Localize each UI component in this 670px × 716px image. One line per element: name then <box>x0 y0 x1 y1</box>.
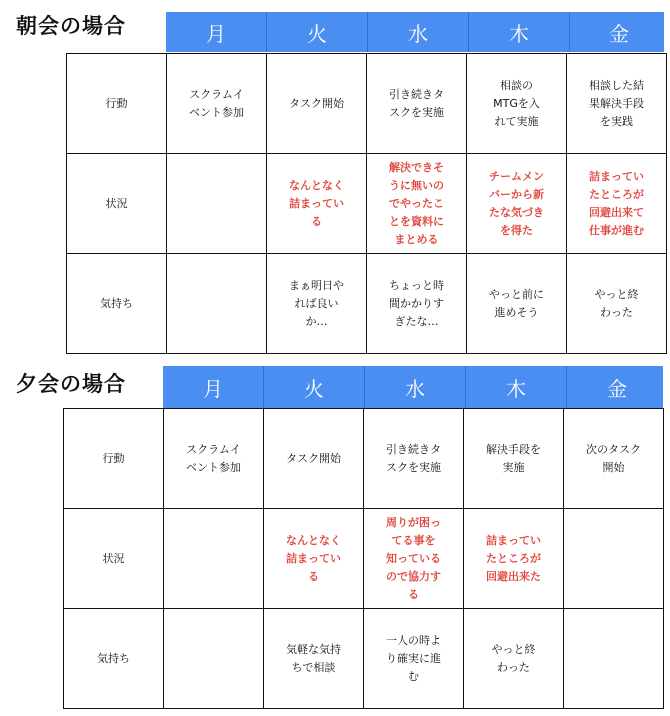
row-label-situation: 状況 <box>64 509 164 609</box>
cell-text: やっと終 わった <box>491 642 536 674</box>
cell-text: やっと前に 進めそう <box>489 287 544 319</box>
row-label-situation: 状況 <box>67 154 167 254</box>
table-cell <box>167 54 267 154</box>
morning-table <box>66 53 667 354</box>
cell-text: 引き続きタ スクを実施 <box>386 442 441 474</box>
cell-text: やっと終 わった <box>594 287 639 319</box>
table-cell <box>267 154 367 254</box>
cell-text: 詰まってい たところが 回避出来た <box>486 533 541 583</box>
table-row-feeling <box>64 609 664 709</box>
table-cell <box>267 254 367 354</box>
cell-text: スクラムイ ベント参加 <box>189 87 244 119</box>
table-row-action <box>67 54 667 154</box>
cell-text: 気軽な気持 ちで相談 <box>286 642 341 674</box>
cell-text: 解決できそ うに無いの でやったこ とを資料に まとめる <box>389 160 444 246</box>
cell-text: 解決手段を 実施 <box>486 442 541 474</box>
cell-text: チームメン バーから新 たな気づき を得た <box>489 169 544 237</box>
table-cell <box>464 609 564 709</box>
table-cell <box>267 54 367 154</box>
morning-day-thu: 木 <box>468 12 569 52</box>
table-cell <box>264 609 364 709</box>
table-row-situation <box>67 154 667 254</box>
morning-day-mon: 月 <box>206 21 226 46</box>
table-cell <box>164 609 264 709</box>
morning-day-wed: 水 <box>367 12 468 52</box>
evening-table <box>63 408 664 709</box>
table-cell <box>364 609 464 709</box>
cell-text: 引き続きタ スクを実施 <box>389 87 444 119</box>
morning-day-fri: 金 <box>569 12 668 52</box>
table-cell <box>467 154 567 254</box>
table-cell <box>367 54 467 154</box>
evening-title: 夕会の場合 <box>16 372 126 396</box>
cell-text: タスク開始 <box>286 451 341 465</box>
cell-text: スクラムイ ベント参加 <box>186 442 241 474</box>
table-cell <box>467 254 567 354</box>
cell-text: 次のタスク 開始 <box>586 442 641 474</box>
table-cell <box>364 409 464 509</box>
evening-day-tue: 火 <box>263 366 364 408</box>
table-cell <box>564 409 664 509</box>
table-cell <box>464 509 564 609</box>
cell-text: 相談の MTGを入 れて実施 <box>493 78 540 128</box>
table-row-situation <box>64 509 664 609</box>
cell-text: まぁ明日や れば良い か… <box>289 278 344 328</box>
table-cell <box>367 254 467 354</box>
table-cell <box>164 409 264 509</box>
row-label-action: 行動 <box>64 409 164 509</box>
table-cell <box>164 509 264 609</box>
table-cell <box>264 509 364 609</box>
morning-title: 朝会の場合 <box>16 14 126 38</box>
table-cell <box>167 154 267 254</box>
table-cell <box>364 509 464 609</box>
evening-day-header <box>163 366 663 408</box>
evening-day-fri: 金 <box>566 366 667 408</box>
evening-day-mon: 月 <box>203 376 223 401</box>
table-cell <box>564 609 664 709</box>
evening-day-thu: 木 <box>465 366 566 408</box>
evening-day-wed: 水 <box>364 366 465 408</box>
table-row-feeling <box>67 254 667 354</box>
table-cell <box>567 54 667 154</box>
row-label-feeling: 気持ち <box>64 609 164 709</box>
table-cell <box>464 409 564 509</box>
row-label-feeling: 気持ち <box>67 254 167 354</box>
cell-text: 相談した結 果解決手段 を実践 <box>589 78 644 128</box>
cell-text: 詰まってい たところが 回避出来て 仕事が進む <box>589 169 644 237</box>
table-cell <box>467 54 567 154</box>
table-row-action <box>64 409 664 509</box>
morning-day-tue: 火 <box>266 12 367 52</box>
cell-text: なんとなく 詰まってい る <box>289 178 344 228</box>
cell-text: 一人の時よ り確実に進 む <box>386 633 441 683</box>
row-label-action: 行動 <box>67 54 167 154</box>
morning-day-header <box>166 12 664 52</box>
table-cell <box>167 254 267 354</box>
cell-text: ちょっと時 間かかりす ぎたな… <box>389 278 444 328</box>
table-cell <box>567 254 667 354</box>
table-cell <box>564 509 664 609</box>
cell-text: 周りが困っ てる事を 知っている ので協力す る <box>386 515 441 601</box>
table-cell <box>264 409 364 509</box>
table-cell <box>567 154 667 254</box>
cell-text: なんとなく 詰まってい る <box>286 533 341 583</box>
table-cell <box>367 154 467 254</box>
cell-text: タスク開始 <box>289 96 344 110</box>
